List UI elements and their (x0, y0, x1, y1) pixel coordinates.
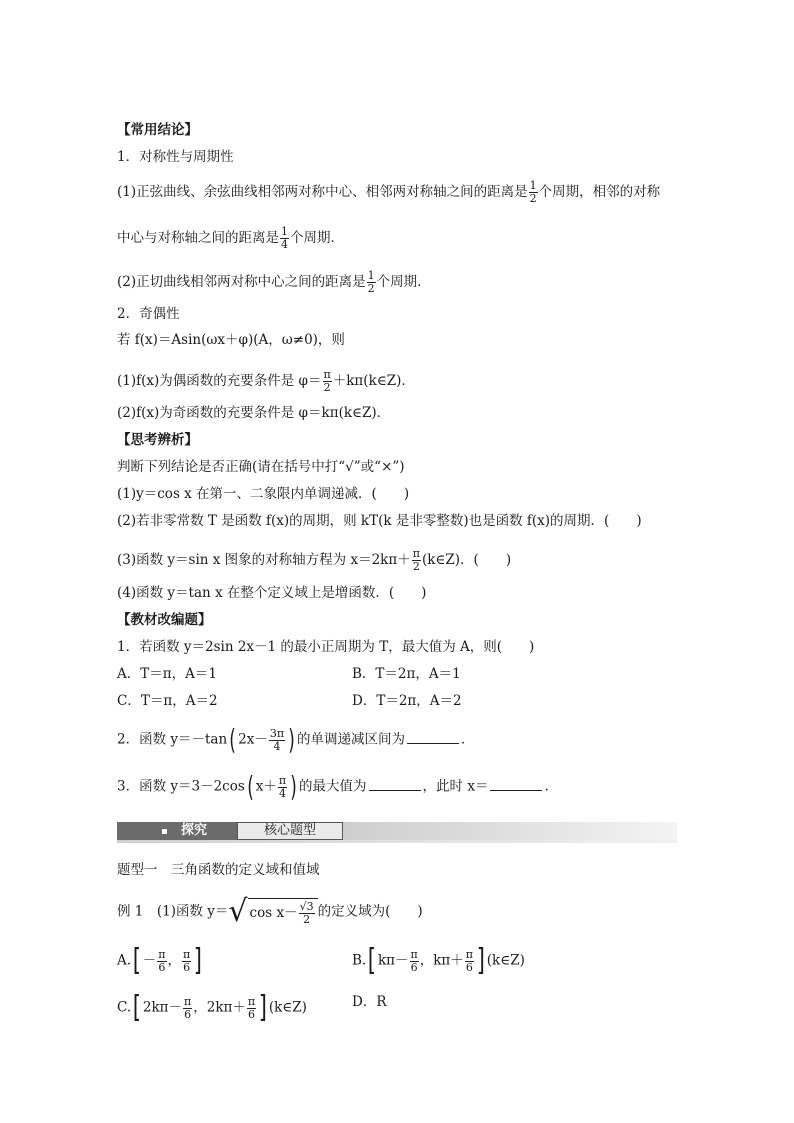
banner-shadow (117, 840, 677, 843)
fraction: $\frac{√3}{2}$ (299, 900, 314, 926)
judge-question-2: (2)若非零常数 T 是函数 f(x)的周期，则 kT(k 是非零整数)也是函数 f(x)的周期．( ) (117, 513, 642, 529)
fraction: $\frac{\pi}{6}$ (183, 947, 191, 974)
banner-light-tab: 核心题型 (237, 822, 343, 840)
fraction: $\frac{\pi}{2}$ (323, 368, 331, 394)
item1-paragraph1: (1)正弦曲线、余弦曲线相邻两对称中心、相邻两对称轴之间的距离是 $\frac{1}{2}$ 个周期，相邻的对称 (117, 179, 661, 205)
item1-paragraph1-cont: 中心与对称轴之间的距离是 $\frac{1}{4}$ 个周期． (117, 225, 344, 251)
example-option-d: D．R (352, 994, 387, 1010)
judge-question-1: (1)y＝cos x 在第一、二象限内单调递减．( ) (117, 486, 410, 502)
example-option-b: B.[ kπ－ $\frac{\pi}{6}$ ，kπ＋ $\frac{\pi}{6}$ ] (k∈Z) (352, 943, 525, 978)
fraction: $\frac{1}{2}$ (529, 179, 537, 205)
option-b: B．T＝2π，A＝1 (352, 666, 461, 682)
option-a: A．T＝π，A＝1 (117, 666, 217, 682)
fraction: $\frac{\pi}{6}$ (410, 947, 418, 974)
section-heading-common-conclusions: 【常用结论】 (117, 122, 198, 138)
option-d: D．T＝2π，A＝2 (352, 693, 462, 709)
answer-blank (369, 778, 421, 791)
fraction: $\frac{1}{4}$ (281, 225, 288, 251)
fraction: $\frac{\pi}{6}$ (247, 994, 256, 1021)
section-heading-thinking: 【思考辨析】 (117, 432, 198, 448)
banner-dark-tab: 探究 (117, 822, 237, 840)
example-1: 例 1 (1)函数 y＝√ cos x－ $\frac{√3}{2}$ 的定义域为( ) (117, 894, 423, 929)
fraction: $\frac{\pi}{6}$ (184, 994, 192, 1021)
example-option-a: A.[ － $\frac{\pi}{6}$ ， $\frac{\pi}{6}$ ] (117, 943, 203, 978)
square-bullet-icon (162, 829, 167, 834)
problem-type-title: 题型一 三角函数的定义域和值域 (117, 862, 320, 878)
item2-title: 2．奇偶性 (117, 306, 180, 322)
fraction: $\frac{1}{2}$ (367, 269, 375, 295)
item2-paragraph2: (2)f(x)为奇函数的充要条件是 φ＝kπ(k∈Z)． (117, 405, 391, 421)
fraction: $\frac{3\pi}{4}$ (269, 726, 285, 753)
answer-blank (490, 778, 542, 791)
judge-question-3: (3)函数 y＝sin x 图象的对称轴方程为 x＝2kπ＋ $\frac{\pi}{2}$ (k∈Z)．( ) (117, 547, 512, 573)
square-root: √ cos x－ $\frac{√3}{2}$ (228, 897, 317, 927)
answer-blank (407, 731, 459, 744)
item2-paragraph1: (1)f(x)为偶函数的充要条件是 φ＝ $\frac{\pi}{2}$ ＋kπ(k∈Z)． (117, 368, 415, 394)
fraction: $\frac{\pi}{2}$ (412, 547, 420, 573)
option-c: C．T＝π，A＝2 (117, 693, 218, 709)
fraction: $\frac{\pi}{6}$ (158, 947, 166, 974)
textbook-question-2: 2．函数 y＝－tan( 2x－ $\frac{3\pi}{4}$ ) 的单调递减区间为 ． (117, 723, 475, 756)
textbook-question-3: 3．函数 y＝3－2cos( x＋ $\frac{\pi}{4}$ ) 的最大值为 ，此时 x＝ . (117, 770, 549, 803)
judge-intro: 判断下列结论是否正确(请在括号中打“√”或“×”) (117, 459, 405, 475)
fraction: $\frac{\pi}{6}$ (465, 947, 474, 974)
section-heading-textbook: 【教材改编题】 (117, 612, 212, 628)
item1-title: 1．对称性与周期性 (117, 149, 234, 165)
example-option-c: C.[ 2kπ－ $\frac{\pi}{6}$ ，2kπ＋ $\frac{\pi}{6}$ ] (k∈Z) (117, 990, 307, 1025)
section-banner (117, 822, 677, 844)
fraction: $\frac{\pi}{4}$ (278, 773, 287, 800)
textbook-question-1: 1．若函数 y＝2sin 2x－1 的最小正周期为 T，最大值为 A，则( ) (117, 639, 535, 655)
judge-question-4: (4)函数 y＝tan x 在整个定义域上是增函数．( ) (117, 585, 427, 601)
item2-intro: 若 f(x)＝Asin(ωx＋φ)(A，ω≠0)，则 (117, 332, 345, 348)
item1-paragraph2: (2)正切曲线相邻两对称中心之间的距离是 $\frac{1}{2}$ 个周期． (117, 269, 431, 295)
